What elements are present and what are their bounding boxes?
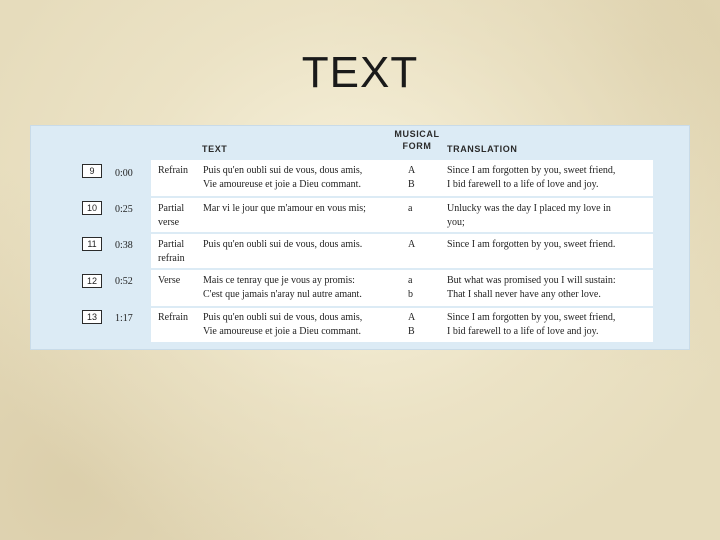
form-cell: a (408, 275, 413, 286)
text-line: Mar vi le jour que m'amour en vous mis; (203, 203, 366, 214)
row-panel (151, 308, 653, 342)
section-cell: Partial refrain (158, 239, 185, 264)
header-translation: TRANSLATION (447, 144, 518, 154)
time-cell: 0:25 (115, 204, 133, 215)
time-cell: 0:00 (115, 168, 133, 179)
text-line: Mais ce tenray que je vous ay promis: (203, 275, 355, 286)
time-cell: 0:38 (115, 240, 133, 251)
text-line: Puis qu'en oubli sui de vous, dous amis, (203, 312, 363, 323)
translation-line: Since I am forgotten by you, sweet friend. (447, 239, 616, 250)
section-cell: Refrain (158, 312, 188, 323)
table-row (31, 160, 691, 196)
section-cell: Verse (158, 275, 181, 286)
track-number-box: 11 (82, 237, 102, 251)
table-row (31, 270, 691, 306)
translation-line: But what was promised you I will sustain: (447, 275, 616, 286)
table-row (31, 308, 691, 342)
form-cell: B (408, 179, 415, 190)
translation-line: Since I am forgotten by you, sweet friend, (447, 312, 616, 323)
track-number-box: 10 (82, 201, 102, 215)
lyrics-table (30, 125, 690, 350)
section-cell: Refrain (158, 165, 188, 176)
table-row (31, 198, 691, 232)
form-cell: a (408, 203, 413, 214)
text-line: Vie amoureuse et joie a Dieu commant. (203, 326, 361, 337)
text-line: Puis qu'en oubli sui de vous, dous amis, (203, 165, 363, 176)
translation-line: Since I am forgotten by you, sweet friend, (447, 165, 616, 176)
table-row (31, 234, 691, 268)
section-cell: Partial verse (158, 203, 185, 228)
translation-line: you; (447, 217, 465, 228)
row-panel (151, 198, 653, 232)
header-musical-form: MUSICAL FORM (394, 129, 440, 151)
translation-line: That I shall never have any other love. (447, 289, 601, 300)
form-cell: A (408, 165, 416, 176)
form-cell: A (408, 239, 416, 250)
translation-line: Unlucky was the day I placed my love in (447, 203, 611, 214)
row-panel (151, 234, 653, 268)
slide-title: TEXT (301, 48, 419, 97)
translation-line: I bid farewell to a life of love and joy. (447, 326, 599, 337)
text-line: C'est que jamais n'aray nul autre amant. (203, 289, 362, 300)
track-number-box: 9 (82, 164, 102, 178)
form-cell: b (408, 289, 413, 300)
row-panel (151, 160, 653, 196)
translation-line: I bid farewell to a life of love and joy. (447, 179, 599, 190)
text-line: Vie amoureuse et joie a Dieu commant. (203, 179, 361, 190)
text-line: Puis qu'en oubli sui de vous, dous amis. (203, 239, 363, 250)
form-cell: A (408, 312, 416, 323)
form-cell: B (408, 326, 415, 337)
row-panel (151, 270, 653, 306)
header-text: TEXT (202, 144, 228, 154)
time-cell: 0:52 (115, 276, 133, 287)
time-cell: 1:17 (115, 313, 133, 324)
track-number-box: 12 (82, 274, 102, 288)
track-number-box: 13 (82, 310, 102, 324)
